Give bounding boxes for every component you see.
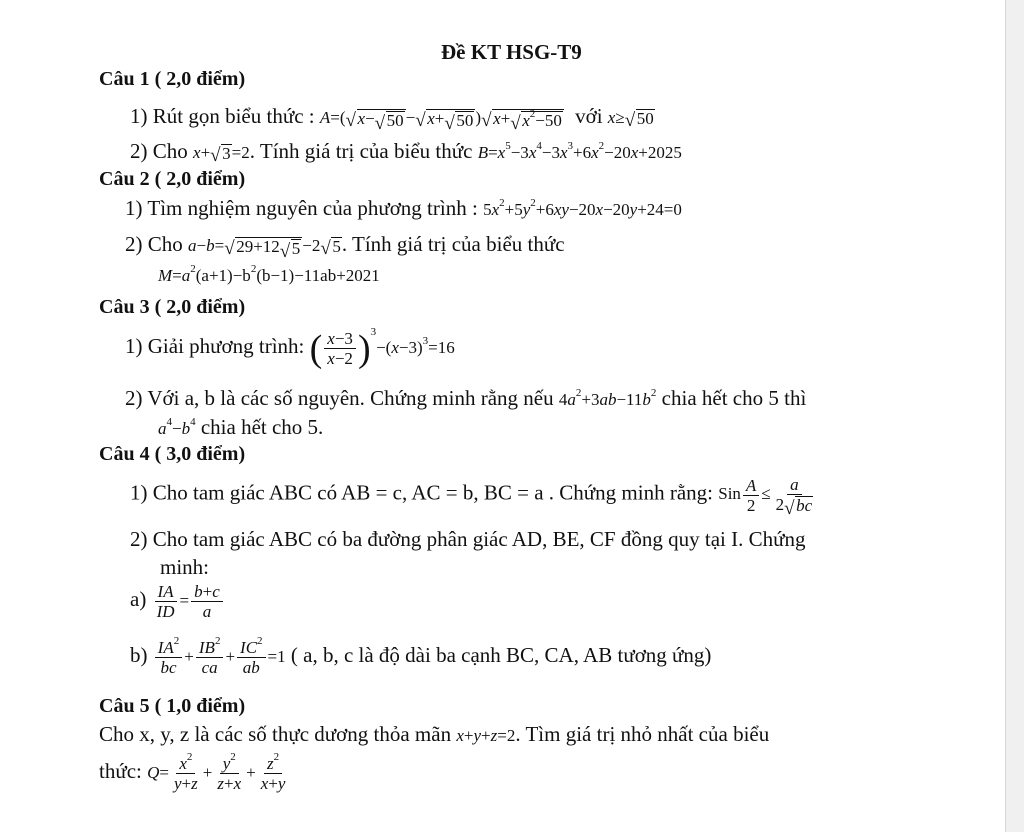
equation-3-1: ( $\frac{x-3}{x-2}$ )$^3-(x-3)^3=16$ [309, 325, 455, 370]
part-label: 2) [125, 386, 143, 410]
question-3-heading: Câu 3 ( 2,0 điểm) [99, 296, 246, 318]
part-text: Tìm nghiệm nguyên của phương trình : [147, 196, 478, 220]
question-4-item-a [130, 582, 225, 622]
question-3-part-1 [125, 327, 455, 371]
formula-A: A=(√ x−√ 50 −√ x+√ 50 )√ x+√ $x^2-50$ [320, 108, 564, 127]
thuc-word: thức: [99, 758, 142, 783]
question-2-part-2 [125, 232, 565, 257]
part-text: Cho x, y, z là các số thực dương thỏa mãn [99, 722, 452, 746]
part-text-2: chia hết cho 5 thì [661, 386, 807, 410]
given-difference: a−b=√ 29+12√ 5 −2√ 5 [188, 236, 342, 255]
question-1-part-2 [130, 139, 682, 164]
item-note: ( a, b, c là độ dài ba cạnh BC, CA, AB tương ứng) [290, 642, 712, 667]
question-2-heading: Câu 2 ( 2,0 điểm) [99, 168, 246, 190]
inequality-sin: Sin $\frac{A}{2}$ ≤ $\frac{a}{2√ bc}$ [718, 484, 818, 503]
part-text: . Tính giá trị của biểu thức [249, 139, 473, 163]
question-5-heading: Câu 5 ( 1,0 điểm) [99, 695, 246, 717]
question-4-part-2 [130, 527, 805, 552]
constraint: x+y+z=2 [456, 726, 516, 745]
part-text: . Tính giá trị của biểu thức [341, 232, 565, 256]
part-text-2: . Tìm giá trị nhỏ nhất của biểu [515, 722, 770, 746]
part-text: Rút gọn biểu thức : [152, 104, 315, 128]
formula-B: $B=x^5-3x^4-3x^3+6x^2-20x+2025$ [477, 140, 682, 162]
part-text: Giải phương trình: [147, 333, 305, 358]
part-label: 2) [125, 232, 143, 256]
part-text: Cho tam giác ABC có AB = c, AC = b, BC = a . Chứng minh rằng: [152, 480, 713, 505]
cho-word: Cho [152, 139, 188, 163]
with-word: với [575, 104, 603, 128]
question-4-heading: Câu 4 ( 3,0 điểm) [99, 443, 246, 465]
condition: x≥√ 50 [608, 108, 655, 127]
part-label: 1) [125, 196, 143, 220]
item-label: a) [130, 586, 147, 611]
question-1-part-1 [130, 104, 655, 129]
question-3-part-2-cont [158, 415, 323, 440]
ratio-equation: $\frac{IA}{ID}$ = $\frac{b+c}{a}$ [152, 591, 225, 610]
question-4-item-b [130, 635, 712, 678]
item-label: b) [130, 642, 148, 667]
diophantine-equation: $5x^2+5y^2+6xy-20x-20y+24=0$ [483, 197, 682, 219]
part-label: 2) [130, 139, 148, 163]
part-label: 1) [130, 104, 148, 128]
given-equation: x+√ 3=2 [193, 143, 250, 162]
formula-M: $M=a^2(a+1)-b^2(b-1)-11ab+2021$ [158, 263, 380, 285]
part-text: Với a, b là các số nguyên. Chứng minh rằng nếu [147, 386, 554, 410]
document-title: Đề KT HSG-T9 [441, 40, 582, 64]
cho-word: Cho [147, 232, 183, 256]
part-label: 2) [130, 527, 148, 551]
part-label: 1) [130, 480, 148, 505]
question-1-heading: Câu 1 ( 2,0 điểm) [99, 68, 246, 90]
question-5-text [99, 722, 769, 747]
page-edge [1005, 0, 1024, 832]
formula-Q: Q= $\frac{x^2}{y+z}$ + $\frac{y^2}{z+x}$ + $\frac{z^2}{x+y}$ [147, 751, 286, 793]
expression-ab: $4a^2+3ab-11b^2$ [558, 387, 657, 409]
question-2-part-1 [125, 196, 682, 221]
question-4-part-1 [130, 475, 818, 516]
question-5-expression [99, 751, 290, 794]
expression-a4-b4: $a^4-b^4$ [158, 416, 196, 438]
question-3-part-2 [125, 386, 806, 411]
part-text: Cho tam giác ABC có ba đường phân giác AD, BE, CF đồng quy tại I. Chứng [152, 527, 806, 551]
part-text-3: chia hết cho 5. [200, 415, 324, 439]
question-4-part-2-cont: minh: [160, 555, 210, 579]
part-label: 1) [125, 333, 143, 358]
sum-equation: $\frac{IA^2}{bc}$ + $\frac{IB^2}{ca}$ + $\frac{IC^2}{ab}$ =1 [153, 647, 286, 666]
